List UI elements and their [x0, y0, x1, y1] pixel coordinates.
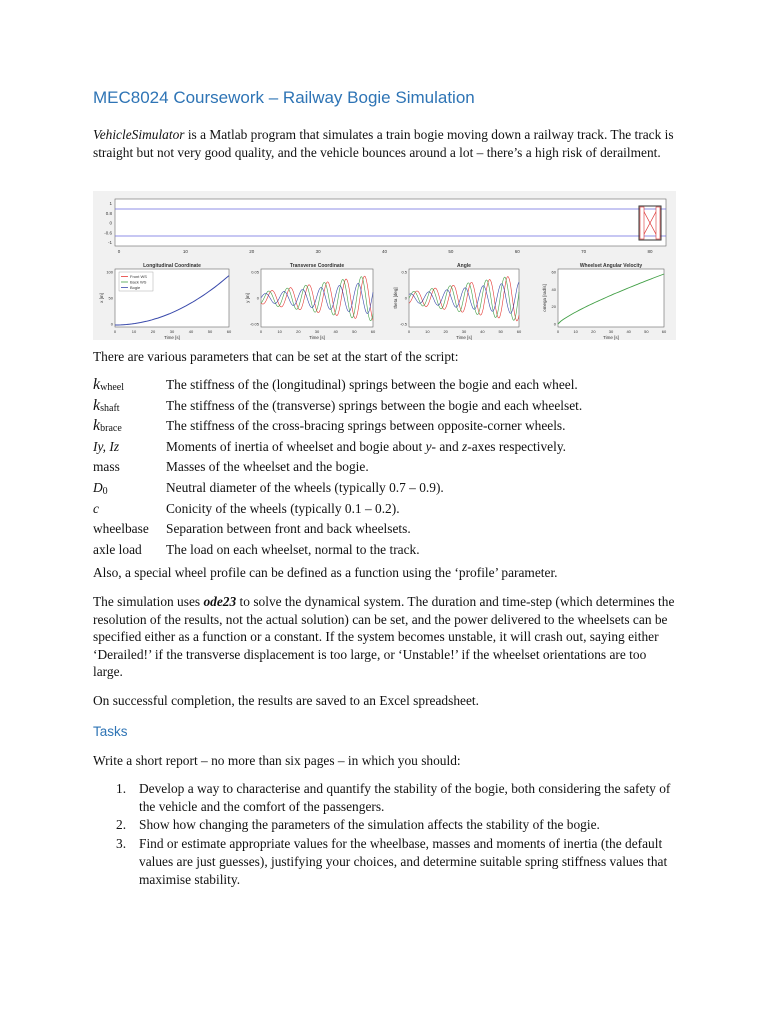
profile-note: Also, a special wheel profile can be defined as a function using the ‘profile’ parameter. [93, 565, 558, 580]
y-tick-label: 0.5 [401, 269, 407, 275]
param-symbol: wheelbase [93, 521, 149, 537]
x-axis-label: Time [s] [603, 335, 619, 340]
param-row-inertia [93, 437, 693, 458]
track-plot-area [115, 199, 666, 246]
param-description: Separation between front and back wheelsets. [166, 521, 411, 537]
x-tick-label: 50 [644, 329, 649, 334]
simulation-paragraph: The simulation uses ode23 to solve the dynamical system. The duration and time-step (which determines the resolution of the results, not the actual solution) can be set, and the power delivered to the wheelsets can be specified either as a function or a constant. If the system becomes unstable, it will crash out, saying either ‘Derailed!’ if the transverse displacement is too large, or ‘Unstable!’ if the wheelset orientations are too large. [93, 594, 675, 679]
track-x-tick-label: 30 [315, 249, 321, 254]
plot-title: Transverse Coordinate [289, 263, 345, 269]
track-x-tick-label: 70 [581, 249, 587, 254]
track-x-tick-label: 10 [182, 249, 188, 254]
legend [119, 272, 153, 291]
task-item: 3. Find or estimate appropriate values for the wheelbase, masses and moments of inertia (the default values are just guesses), justifying your choices, and determine suitable spring stiffness values that maximise stability. [116, 836, 668, 887]
param-symbol: kshaft [93, 396, 120, 414]
track-y-tick-label: -1 [107, 240, 112, 245]
track-y-tick-label: -0.6 [104, 230, 112, 236]
x-tick-label: 0 [113, 329, 117, 334]
param-row-d0 [93, 478, 693, 499]
tasks-intro: Write a short report – no more than six pages – in which you should: [93, 753, 461, 768]
param-description: Masses of the wheelset and the bogie. [166, 459, 369, 475]
param-symbol: D0 [93, 479, 108, 497]
params-intro: There are various parameters that can be set at the start of the script: [93, 349, 459, 364]
param-description: Moments of inertia of wheelset and bogie about y- and z-axes respectively. [166, 438, 567, 454]
program-name: VehicleSimulator [93, 127, 185, 142]
track-x-tick-label: 40 [381, 249, 388, 254]
param-symbol: mass [93, 459, 120, 475]
param-description: Conicity of the wheels (typically 0.1 – 0.2). [166, 500, 400, 516]
param-symbol: Iy, Iz [93, 438, 120, 454]
track-x-tick-label: 50 [448, 249, 454, 254]
intro-paragraph [93, 126, 678, 161]
y-tick-label: -0.5 [400, 321, 407, 327]
plot-title: Angle [457, 263, 471, 269]
param-row-kwheel [93, 375, 693, 396]
task-item: 1. Develop a way to characterise and quantify the stability of the bogie, both considering the safety of the vehicle and the comfort of the passengers. [116, 781, 671, 814]
x-tick-label: 20 [443, 329, 448, 334]
y-tick-label: 60 [551, 269, 556, 275]
track-x-tick-label: 80 [647, 249, 653, 254]
param-row-kshaft [93, 396, 693, 417]
y-axis-label: omega [rad/s] [542, 284, 547, 312]
legend-label: Bogie [130, 285, 141, 290]
x-tick-label: 0 [556, 329, 560, 334]
intro-text: is a Matlab program that simulates a train bogie moving down a railway track. The track is straight but not very good quality, and the vehicle bounces around a lot – there’s a high risk of derailment. [93, 127, 674, 160]
x-tick-label: 50 [352, 329, 357, 334]
x-axis-label: Time [s] [164, 335, 180, 340]
x-axis-label: Time [s] [456, 335, 472, 340]
y-tick-label: 50 [108, 295, 113, 301]
legend-label: Front WS [130, 274, 147, 279]
param-description: The stiffness of the cross-bracing springs between opposite-corner wheels. [166, 418, 566, 434]
x-tick-label: 50 [498, 329, 503, 334]
y-tick-label: 0 [553, 321, 556, 327]
y-axis-label: x [m] [99, 293, 104, 303]
param-description: The stiffness of the (transverse) springs between the bogie and each wheelset. [166, 397, 583, 413]
param-symbol: kwheel [93, 376, 124, 393]
x-tick-label: 20 [150, 329, 156, 334]
y-tick-label: 100 [106, 269, 113, 275]
x-tick-label: 40 [188, 329, 194, 334]
x-tick-label: 60 [370, 329, 376, 334]
track-y-tick-label: 0.8 [105, 210, 112, 216]
completion-paragraph: On successful completion, the results are saved to an Excel spreadsheet. [93, 693, 479, 708]
page-title: MEC8024 Coursework – Railway Bogie Simulation [93, 88, 475, 107]
task-item: 2. Show how changing the parameters of the simulation affects the stability of the bogie. [116, 817, 600, 833]
track-x-tick-label: 0 [117, 249, 121, 254]
param-symbol: axle load [93, 541, 142, 557]
param-description: The stiffness of the (longitudinal) springs between the bogie and each wheel. [166, 377, 578, 392]
param-symbol: kbrace [93, 417, 122, 435]
tasks-heading: Tasks [93, 724, 128, 739]
y-tick-label: 0.05 [251, 269, 259, 275]
x-tick-label: 20 [591, 329, 596, 334]
param-row-axle-load [93, 540, 693, 561]
x-tick-label: 30 [314, 329, 320, 334]
plot-area-3 [409, 269, 519, 327]
x-tick-label: 30 [461, 329, 467, 334]
plot-area-4 [558, 269, 664, 327]
track-y-tick-label: 0 [109, 220, 112, 226]
x-tick-label: 60 [226, 329, 232, 334]
param-row-mass [93, 457, 693, 478]
y-axis-label: y [m] [245, 293, 250, 303]
x-tick-label: 30 [169, 329, 175, 334]
plot-area-2 [261, 269, 373, 327]
x-tick-label: 10 [277, 329, 282, 334]
x-tick-label: 40 [480, 329, 485, 334]
legend-label: Back WS [130, 279, 147, 285]
task-list [93, 780, 683, 889]
param-description: Neutral diameter of the wheels (typically 0.7 – 0.9). [166, 479, 444, 495]
x-tick-label: 50 [207, 329, 213, 334]
param-row-conicity [93, 499, 693, 520]
y-axis-label: theta [deg] [393, 287, 398, 309]
plot-title: Longitudinal Coordinate [143, 263, 201, 269]
y-tick-label: 0 [256, 295, 259, 301]
y-tick-label: 40 [551, 286, 556, 292]
param-row-wheelbase [93, 519, 693, 540]
x-tick-label: 10 [573, 329, 578, 334]
param-symbol: c [93, 500, 99, 516]
x-tick-label: 20 [296, 329, 301, 334]
param-row-kbrace [93, 416, 693, 437]
y-tick-label: 0 [404, 295, 407, 301]
bogie-wheel-right [656, 207, 660, 239]
y-tick-label: -0.05 [249, 321, 259, 327]
bogie-wheel-left [640, 207, 644, 239]
param-description: The load on each wheelset, normal to the track. [166, 541, 420, 557]
x-axis-label: Time [s] [309, 335, 325, 340]
x-tick-label: 0 [407, 329, 411, 334]
simulation-figure [93, 191, 676, 340]
x-tick-label: 40 [333, 329, 338, 334]
plot-title: Wheelset Angular Velocity [579, 263, 643, 269]
solver-name: ode23 [203, 594, 237, 609]
simulation-plots [93, 191, 676, 340]
x-tick-label: 60 [516, 329, 522, 334]
parameter-list [93, 375, 693, 560]
x-tick-label: 30 [608, 329, 614, 334]
y-tick-label: 0 [110, 321, 113, 327]
x-tick-label: 10 [131, 329, 137, 334]
track-x-tick-label: 20 [249, 249, 255, 254]
track-x-tick-label: 60 [514, 249, 520, 254]
x-tick-label: 10 [425, 329, 430, 334]
x-tick-label: 60 [661, 329, 667, 334]
track-y-tick-label: 1 [109, 201, 112, 206]
x-tick-label: 0 [259, 329, 263, 334]
x-tick-label: 40 [626, 329, 631, 334]
y-tick-label: 20 [551, 304, 556, 310]
